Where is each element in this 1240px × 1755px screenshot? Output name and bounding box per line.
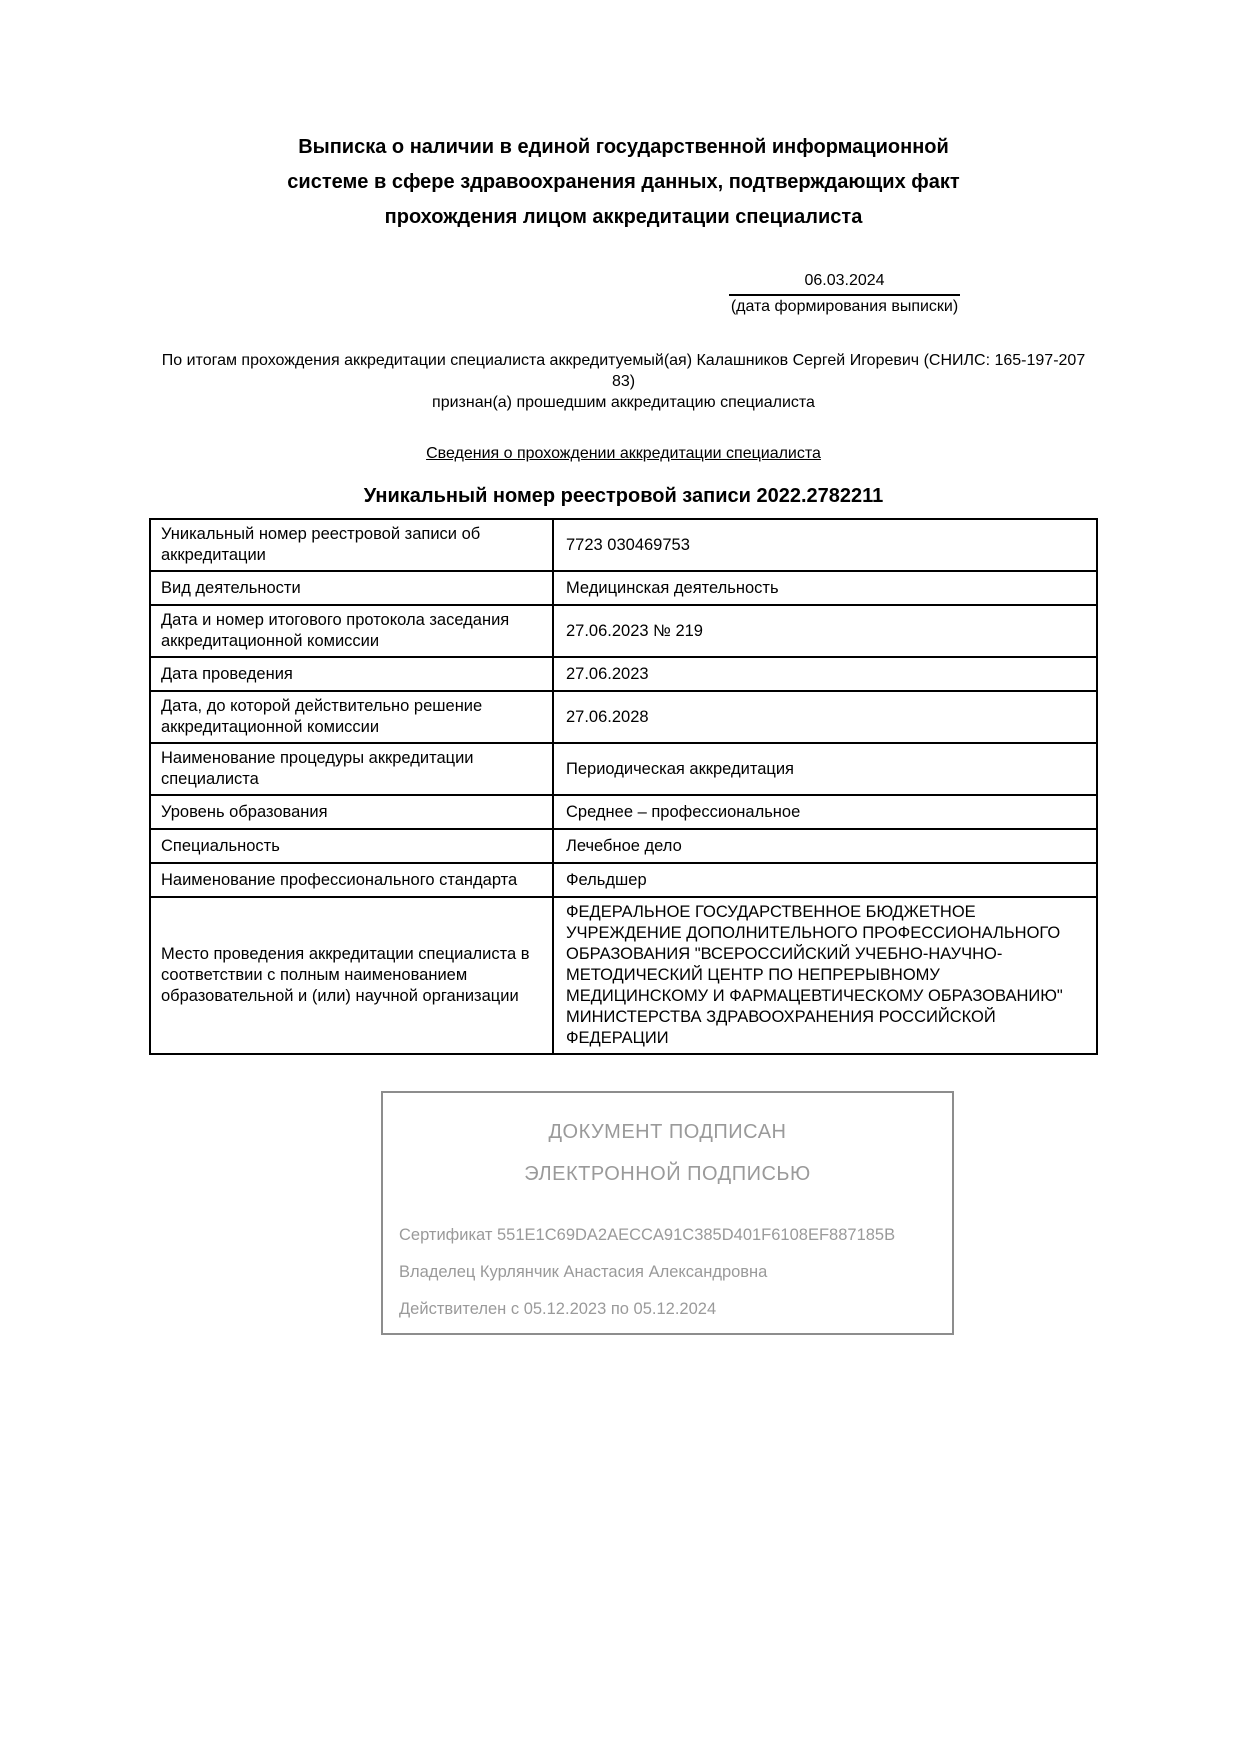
table-row [150, 605, 1097, 657]
table-row [150, 571, 1097, 605]
electronic-signature-stamp [381, 1091, 954, 1335]
table-row [150, 897, 1097, 1054]
extract-date-block [729, 271, 960, 316]
signature-validity: Действителен с 05.12.2023 по 05.12.2024 [399, 1300, 717, 1318]
intro-line-1: По итогам прохождения аккредитации специалиста аккредитуемый(ая) Калашников Сергей Игоревич (СНИЛС: 165-197-207 83) [161, 352, 1086, 390]
signature-header-line-1: ДОКУМЕНТ ПОДПИСАН [548, 1121, 787, 1143]
extract-date-caption: (дата формирования выписки) [730, 298, 959, 315]
table-row [150, 863, 1097, 897]
section-heading: Сведения о прохождении аккредитации специалиста [426, 445, 821, 462]
table-row [150, 657, 1097, 691]
row-value: Периодическая аккредитация [553, 743, 1097, 795]
row-label: Специальность [150, 829, 553, 863]
document-title-line-2: системе в сфере здравоохранения данных, подтверждающих факт [287, 171, 960, 193]
accreditation-details-table [149, 518, 1098, 1055]
row-label: Наименование процедуры аккредитации специалиста [150, 743, 553, 795]
document-title-line-1: Выписка о наличии в единой государственной информационной [298, 136, 949, 158]
signature-header-line-2: ЭЛЕКТРОННОЙ ПОДПИСЬЮ [524, 1163, 811, 1185]
table-row [150, 829, 1097, 863]
signature-certificate: Сертификат 551E1C69DA2AECCA91C385D401F6108EF887185B [399, 1226, 896, 1244]
intro-line-2: признан(а) прошедшим аккредитацию специалиста [432, 394, 815, 411]
document-title [149, 130, 1098, 235]
registry-number-heading: Уникальный номер реестровой записи 2022.2782211 [363, 485, 884, 507]
row-value: 7723 030469753 [553, 519, 1097, 571]
document-title-line-3: прохождения лицом аккредитации специалиста [384, 206, 863, 228]
row-value: Среднее – профессиональное [553, 795, 1097, 829]
signature-owner: Владелец Курлянчик Анастасия Александровна [399, 1263, 768, 1281]
signature-details [399, 1225, 936, 1320]
table-row [150, 795, 1097, 829]
intro-paragraph [149, 350, 1098, 413]
row-label: Дата и номер итогового протокола заседания аккредитационной комиссии [150, 605, 553, 657]
table-row [150, 691, 1097, 743]
row-value: 27.06.2023 № 219 [553, 605, 1097, 657]
row-label: Наименование профессионального стандарта [150, 863, 553, 897]
row-value: Лечебное дело [553, 829, 1097, 863]
table-row [150, 519, 1097, 571]
table-row [150, 743, 1097, 795]
extract-date-value: 06.03.2024 [729, 271, 960, 296]
row-label: Уровень образования [150, 795, 553, 829]
row-label: Дата, до которой действительно решение аккредитационной комиссии [150, 691, 553, 743]
signature-header [399, 1111, 936, 1195]
row-label: Уникальный номер реестровой записи об аккредитации [150, 519, 553, 571]
row-value: Фельдшер [553, 863, 1097, 897]
row-value: Медицинская деятельность [553, 571, 1097, 605]
row-label: Дата проведения [150, 657, 553, 691]
row-value: 27.06.2023 [553, 657, 1097, 691]
row-value: ФЕДЕРАЛЬНОЕ ГОСУДАРСТВЕННОЕ БЮДЖЕТНОЕ УЧРЕЖДЕНИЕ ДОПОЛНИТЕЛЬНОГО ПРОФЕССИОНАЛЬНОГО ОБРАЗОВАНИЯ "ВСЕРОССИЙСКИЙ УЧЕБНО-НАУЧНО-МЕТОДИЧЕСКИЙ ЦЕНТР ПО НЕПРЕРЫВНОМУ МЕДИЦИНСКОМУ И ФАРМАЦЕВТИЧЕСКОМУ ОБРАЗОВАНИЮ" МИНИСТЕРСТВА ЗДРАВООХРАНЕНИЯ РОССИЙСКОЙ ФЕДЕРАЦИИ [553, 897, 1097, 1054]
row-label: Место проведения аккредитации специалиста в соответствии с полным наименованием образовательной и (или) научной организации [150, 897, 553, 1054]
row-value: 27.06.2028 [553, 691, 1097, 743]
row-label: Вид деятельности [150, 571, 553, 605]
